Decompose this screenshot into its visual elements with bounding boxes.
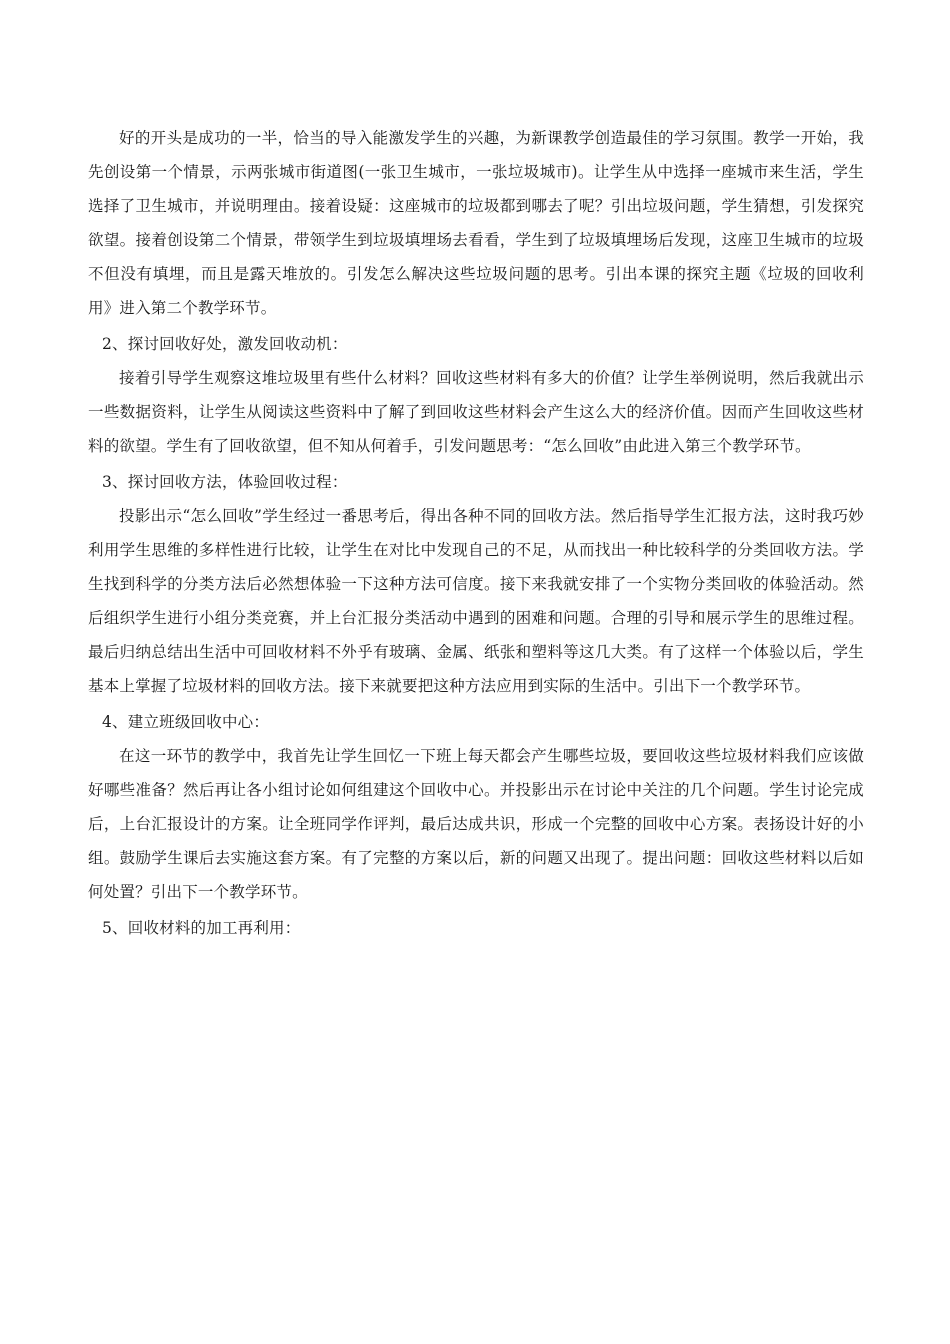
document-page — [88, 121, 864, 945]
section-heading-4: 4、建立班级回收中心： — [102, 713, 270, 731]
intro-paragraph: 好的开头是成功的一半，恰当的导入能激发学生的兴趣，为新课教学创造最佳的学习氛围。教学一开始，我先创设第一个情景，示两张城市街道图(一张卫生城市，一张垃圾城市)。让学生从中选择一座城市来生活，学生选择了卫生城市，并说明理由。接着设疑：这座城市的垃圾都到哪去了呢？引出垃圾问题，学生猜想，引发探究欲望。接着创设第二个情景，带领学生到垃圾填埋场去看看，学生到了垃圾填埋场后发现，这座卫生城市的垃圾不但没有填埋，而且是露天堆放的。引发怎么解决这些垃圾问题的思考。引出本课的探究主题《垃圾的回收利用》进入第二个教学环节。 — [88, 129, 864, 317]
section-body-4: 在这一环节的教学中，我首先让学生回忆一下班上每天都会产生哪些垃圾，要回收这些垃圾材料我们应该做好哪些准备？然后再让各小组讨论如何组建这个回收中心。并投影出示在讨论中关注的几个问题。学生讨论完成后，上台汇报设计的方案。让全班同学作评判，最后达成共识，形成一个完整的回收中心方案。表扬设计好的小组。鼓励学生课后去实施这套方案。有了完整的方案以后，新的问题又出现了。提出问题：回收这些材料以后如何处置？引出下一个教学环节。 — [88, 747, 864, 901]
section-heading-3: 3、探讨回收方法，体验回收过程： — [102, 473, 348, 491]
section-body-2: 接着引导学生观察这堆垃圾里有些什么材料？回收这些材料有多大的价值？让学生举例说明，然后我就出示一些数据资料，让学生从阅读这些资料中了解了到回收这些材料会产生这么大的经济价值。因而产生回收这些材料的欲望。学生有了回收欲望，但不知从何着手，引发问题思考：“怎么回收”由此进入第三个教学环节。 — [88, 369, 864, 455]
section-body-3: 投影出示“怎么回收”学生经过一番思考后，得出各种不同的回收方法。然后指导学生汇报方法，这时我巧妙利用学生思维的多样性进行比较，让学生在对比中发现自己的不足，从而找出一种比较科学的分类回收方法。学生找到科学的分类方法后必然想体验一下这种方法可信度。接下来我就安排了一个实物分类回收的体验活动。然后组织学生进行小组分类竞赛，并上台汇报分类活动中遇到的困难和问题。合理的引导和展示学生的思维过程。最后归纳总结出生活中可回收材料不外乎有玻璃、金属、纸张和塑料等这几大类。有了这样一个体验以后，学生基本上掌握了垃圾材料的回收方法。接下来就要把这种方法应用到实际的生活中。引出下一个教学环节。 — [88, 507, 864, 695]
section-heading-2: 2、探讨回收好处，激发回收动机： — [102, 335, 348, 353]
section-heading-5: 5、回收材料的加工再利用： — [102, 919, 301, 937]
